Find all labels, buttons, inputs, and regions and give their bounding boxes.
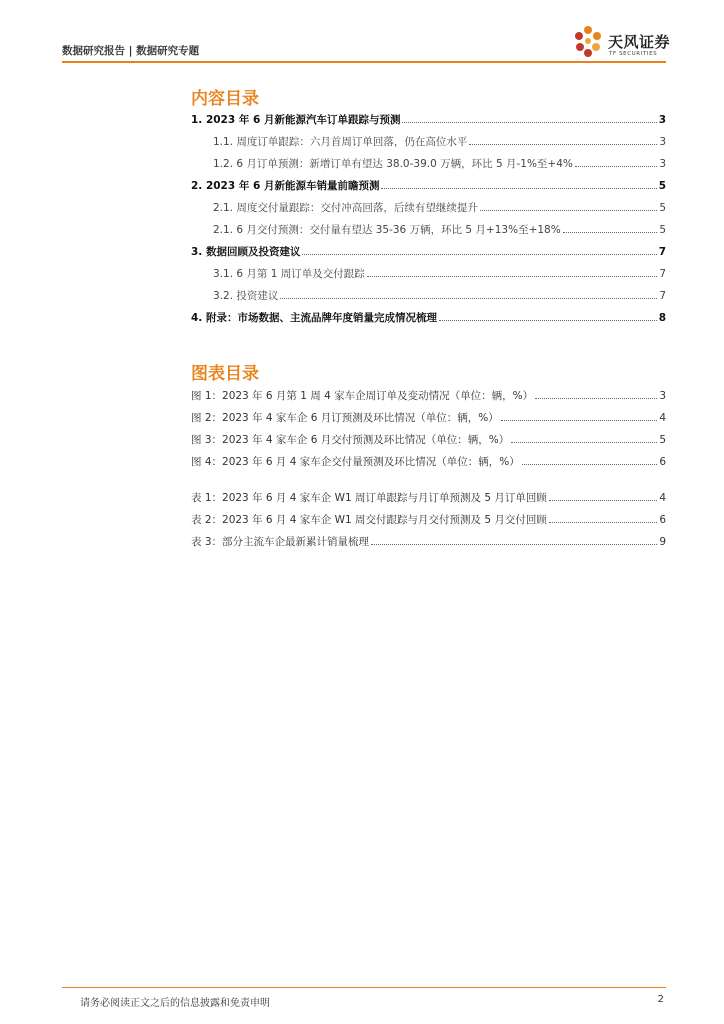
figure-item[interactable]: 图 2：2023 年 4 家车企 6 月订预测及环比情况（单位：辆，%） 4 [191, 412, 666, 424]
report-category: 数据研究报告 | 数据研究专题 [62, 45, 200, 57]
table-item[interactable]: 表 1：2023 年 6 月 4 家车企 W1 周订单跟踪与月订单预测及 5 月订单回顾 4 [191, 492, 666, 504]
header-divider [62, 61, 666, 63]
footer-disclaimer: 请务必阅读正文之后的信息披露和免责申明 [80, 998, 270, 1009]
toc-item[interactable]: 3.2. 投资建议 7 [213, 290, 666, 302]
table-item[interactable]: 表 3：部分主流车企最新累计销量梳理 9 [191, 536, 666, 548]
toc-item[interactable]: 3. 数据回顾及投资建议 7 [191, 246, 666, 258]
toc-item[interactable]: 3.1. 6 月第 1 周订单及交付跟踪 7 [213, 268, 666, 280]
toc-item[interactable]: 2.1. 6 月交付预测：交付量有望达 35-36 万辆，环比 5 月+13%至+18% 5 [213, 224, 666, 236]
toc-title: 内容目录 [191, 89, 259, 109]
page-number: 2 [657, 994, 664, 1005]
table-item[interactable]: 表 2：2023 年 6 月 4 家车企 W1 周交付跟踪与月交付预测及 5 月交付回顾 6 [191, 514, 666, 526]
figure-item[interactable]: 图 4：2023 年 6 月 4 家车企交付量预测及环比情况（单位：辆，%） 6 [191, 456, 666, 468]
figure-item[interactable]: 图 1：2023 年 6 月第 1 周 4 家车企周订单及变动情况（单位：辆，%） 3 [191, 390, 666, 402]
toc-item[interactable]: 1. 2023 年 6 月新能源汽车订单跟踪与预测 3 [191, 114, 666, 126]
toc-item[interactable]: 4. 附录：市场数据、主流品牌年度销量完成情况梳理 8 [191, 312, 666, 324]
toc-item[interactable]: 2. 2023 年 6 月新能源车销量前瞻预测 5 [191, 180, 666, 192]
toc-item[interactable]: 2.1. 周度交付量跟踪：交付冲高回落，后续有望继续提升 5 [213, 202, 666, 214]
tf-securities-logo-icon [568, 22, 608, 62]
toc-item[interactable]: 1.2. 6 月订单预测：新增订单有望达 38.0-39.0 万辆，环比 5 月-1%至+4% 3 [213, 158, 666, 170]
figures-title: 图表目录 [191, 364, 259, 384]
footer-divider [62, 987, 666, 988]
figure-item[interactable]: 图 3：2023 年 4 家车企 6 月交付预测及环比情况（单位：辆，%） 5 [191, 434, 666, 446]
logo-subtext: TF SECURITIES [609, 51, 658, 57]
toc-item[interactable]: 1.1. 周度订单跟踪：六月首周订单回落，仍在高位水平 3 [213, 136, 666, 148]
logo-text: 天风证券 [608, 33, 671, 51]
